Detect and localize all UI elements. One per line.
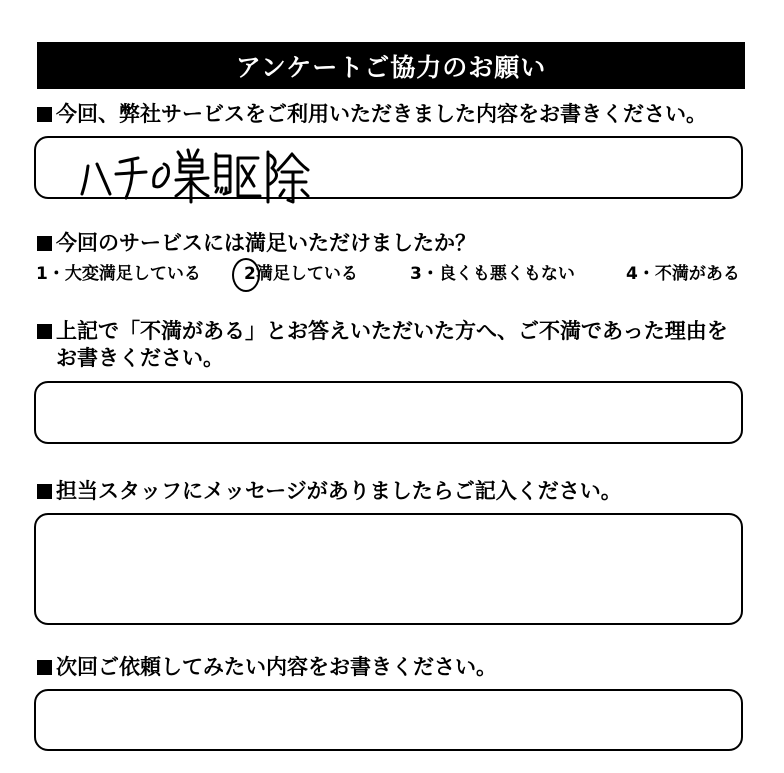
question-3-text-line2: お書きください。 — [56, 346, 224, 370]
square-bullet-icon — [37, 484, 52, 499]
square-bullet-icon — [37, 236, 52, 251]
question-2-heading — [37, 230, 476, 256]
question-5-text: 次回ご依頼してみたい内容をお書きください。 — [56, 655, 497, 679]
satisfaction-options — [36, 261, 746, 289]
square-bullet-icon — [37, 107, 52, 122]
question-4-heading — [37, 478, 622, 504]
option-neutral[interactable]: 3・良くも悪くもない — [410, 264, 575, 284]
option-very-satisfied[interactable]: 1・大変満足している — [36, 264, 201, 284]
question-3-heading — [37, 318, 728, 344]
question-1-text: 今回、弊社サービスをご利用いただきました内容をお書きください。 — [56, 102, 707, 126]
option-dissatisfied[interactable]: 4・不満がある — [626, 264, 740, 284]
question-1-answer-box[interactable] — [34, 136, 743, 199]
question-5-heading — [37, 654, 497, 680]
selected-option-circle — [232, 258, 260, 292]
question-4-answer-box[interactable] — [34, 513, 743, 625]
question-3-text-line1: 上記で「不満がある」とお答えいただいた方へ、ご不満であった理由を — [56, 319, 728, 343]
survey-title: アンケートご協力のお願い — [235, 52, 547, 82]
question-4-text: 担当スタッフにメッセージがありましたらご記入ください。 — [56, 479, 622, 503]
question-3-answer-box[interactable] — [34, 381, 743, 444]
handwritten-answer-question-1 — [80, 142, 320, 206]
question-3-heading-line2 — [56, 345, 224, 371]
square-bullet-icon — [37, 660, 52, 675]
option-satisfied[interactable]: 2満足している — [244, 264, 358, 284]
survey-title-bar — [37, 42, 745, 89]
question-1-heading — [37, 101, 707, 127]
question-5-answer-box[interactable] — [34, 689, 743, 751]
square-bullet-icon — [37, 324, 52, 339]
question-2-text: 今回のサービスには満足いただけましたか？ — [56, 231, 476, 255]
